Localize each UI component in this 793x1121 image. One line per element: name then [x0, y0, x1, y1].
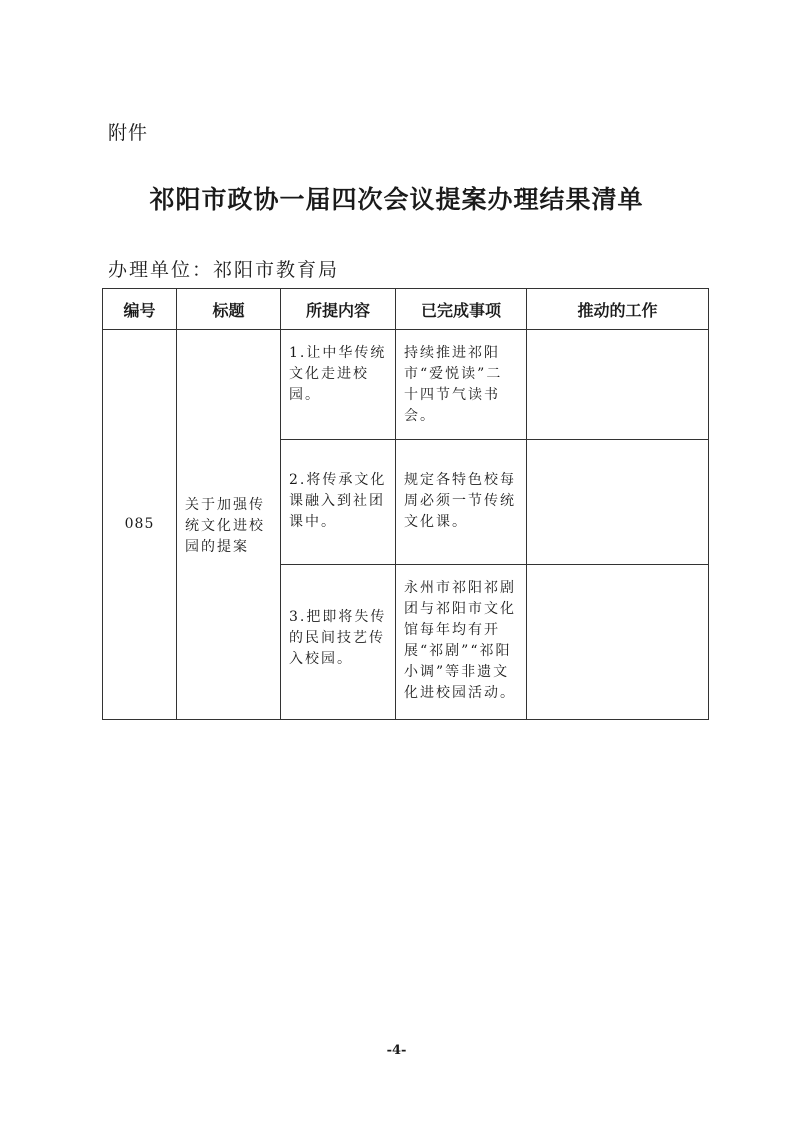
- completed-text: 持续推进祁阳市“爱悦读”二十四节气读书会。: [404, 345, 503, 424]
- content-cell: [281, 565, 396, 720]
- work-cell: [527, 330, 709, 440]
- proposal-number: 085: [103, 330, 177, 720]
- header-title: 标题: [177, 289, 281, 330]
- content-text: 3.把即将失传的民间技艺传入校园。: [289, 609, 387, 667]
- handling-unit: 办理单位：祁阳市教育局: [108, 259, 340, 281]
- table-header-row: [103, 289, 709, 330]
- header-content: 所提内容: [281, 289, 396, 330]
- content-text: 2.将传承文化课融入到社团课中。: [289, 472, 387, 530]
- completed-cell: [396, 565, 527, 720]
- page-number: -4-: [386, 1043, 407, 1058]
- completed-cell: [396, 440, 527, 565]
- header-number: 编号: [103, 289, 177, 330]
- completed-text: 规定各特色校每周必须一节传统文化课。: [404, 472, 516, 530]
- header-work: 推动的工作: [527, 289, 709, 330]
- document-title: 祁阳市政协一届四次会议提案办理结果清单: [149, 185, 644, 214]
- completed-text: 永州市祁阳祁剧团与祁阳市文化馆每年均有开展“祁剧”“祁阳小调”等非遗文化进校园活动。: [404, 580, 516, 701]
- work-cell: [527, 440, 709, 565]
- work-text: [527, 330, 708, 353]
- work-text: [527, 440, 708, 463]
- table-row: [103, 330, 709, 440]
- content-text: 1.让中华传统文化走进校园。: [289, 345, 387, 403]
- work-text: [527, 565, 708, 588]
- proposal-title: 关于加强传统文化进校园的提案: [185, 496, 265, 555]
- content-cell: [281, 440, 396, 565]
- proposal-results-table: [102, 288, 709, 720]
- attachment-label: 附件: [108, 122, 149, 144]
- proposal-title-cell: [177, 330, 281, 720]
- completed-cell: [396, 330, 527, 440]
- work-cell: [527, 565, 709, 720]
- content-cell: [281, 330, 396, 440]
- header-completed: 已完成事项: [396, 289, 527, 330]
